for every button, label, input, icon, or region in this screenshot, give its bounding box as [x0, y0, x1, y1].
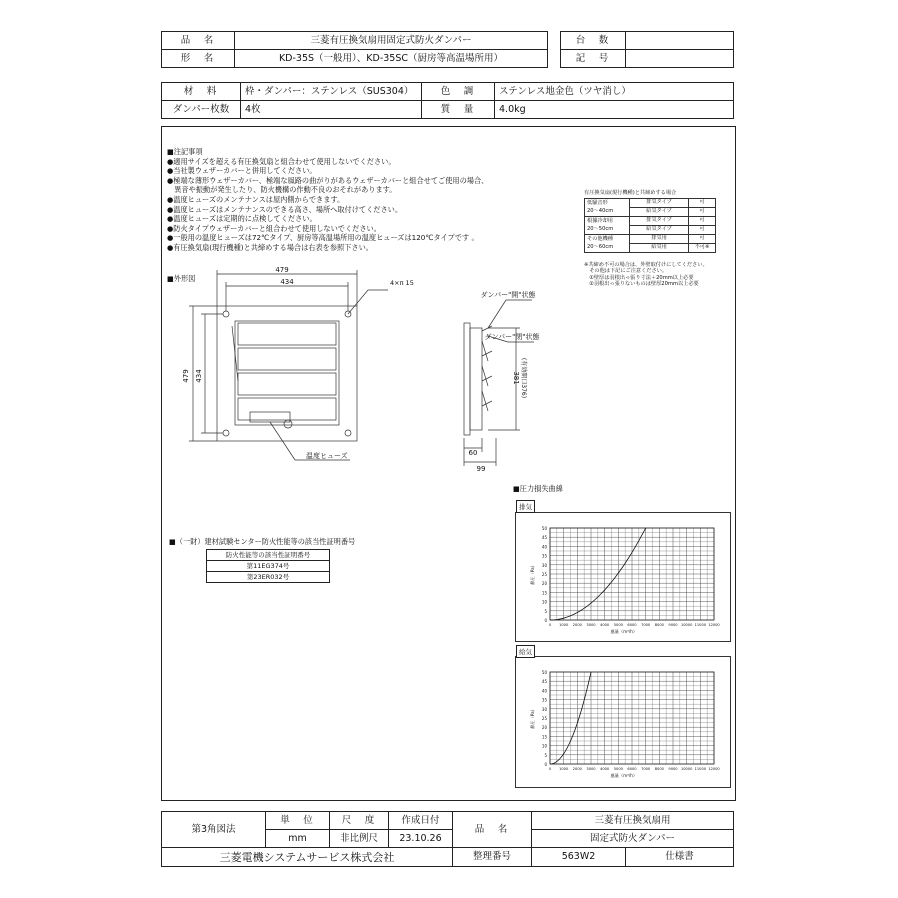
count-table — [560, 31, 734, 68]
y-axis-label: 静圧（Pa） — [530, 707, 535, 729]
compat-cell: 低騒音形 — [585, 199, 630, 208]
seiri-label: 整理番号 — [453, 848, 532, 867]
y-tick-label: 15 — [541, 590, 547, 596]
x-axis-label: 風量（m³/h） — [610, 629, 638, 634]
daisu-label: 台 数 — [561, 32, 626, 50]
unit-label: 単 位 — [266, 812, 330, 830]
y-tick-label: 50 — [541, 670, 547, 675]
compat-cell: 20〜60cm — [585, 244, 630, 253]
compat-cell: 根據冷却用 — [585, 217, 630, 226]
x-tick-label: 6000 — [627, 623, 637, 627]
y-tick-label: 25 — [541, 572, 547, 577]
y-tick-label: 10 — [541, 743, 547, 749]
closed-label: ダンパー"閉"状態 — [484, 333, 540, 341]
seiri-value: 563W2 — [532, 848, 626, 867]
x-tick-label: 11000 — [694, 767, 707, 771]
note-item: ●適用サイズを超える有圧換気扇と組合わせて使用しないでください。 — [167, 156, 396, 166]
katamei-label: 形 名 — [162, 50, 235, 68]
compat-footnote: その他は下記にご注意ください。 — [584, 268, 668, 275]
note-item: ●一般用の温度ヒューズは72℃タイプ、厨房等高温場所用の温度ヒューズは120℃タイプです 。 — [167, 233, 479, 243]
y-tick-label: 40 — [541, 688, 547, 694]
y-tick-label: 45 — [541, 535, 547, 541]
graph-label-exhaust: 排気 — [516, 500, 535, 513]
compat-cell: 可 — [689, 208, 716, 217]
y-tick-label: 30 — [541, 562, 547, 568]
compat-footnote: ①壁厚は羽根出っ張り寸法＋20mm以上必要 — [584, 274, 694, 281]
header-table — [161, 31, 548, 68]
footer-hinmei-label: 品 名 — [453, 812, 532, 848]
cert-number: 第23ER032号 — [207, 572, 330, 583]
graph-label-supply: 給気 — [516, 645, 535, 658]
notes-block — [167, 147, 488, 253]
compat-cell: 排気用 — [630, 235, 689, 244]
y-tick-label: 25 — [541, 716, 547, 721]
hinmei-label: 品 名 — [162, 32, 235, 50]
zairyo-value: 枠・ダンパー：ステンレス（SUS304） — [241, 83, 422, 101]
x-tick-label: 8000 — [654, 623, 664, 627]
compat-cell: 排気タイプ — [630, 199, 689, 208]
dim-60: 60 — [468, 449, 478, 457]
x-tick-label: 11000 — [694, 623, 707, 627]
compat-footnote: ※共締め不可の場合は、外壁取付けにしてください。 — [584, 262, 708, 268]
compat-cell: その他機種 — [585, 235, 630, 244]
x-tick-label: 5000 — [613, 767, 623, 771]
company-name: 三菱電機システムサービス株式会社 — [162, 848, 453, 867]
note-item: ●防火タイプウェザーカバーと組合わせて使用しないでください。 — [167, 223, 381, 233]
compat-cell: 可 — [689, 199, 716, 208]
hinmei-value: 三菱有圧換気扇用固定式防火ダンパー — [235, 32, 548, 50]
y-tick-label: 30 — [541, 706, 547, 712]
note-item: ●温度ヒューズはメンテナンスのできる高さ、場所へ取付けてください。 — [167, 204, 403, 214]
y-tick-label: 40 — [541, 544, 547, 550]
footer-table — [161, 811, 734, 867]
dim-434-top: 434 — [280, 278, 294, 286]
drawing-title: ■外形図 — [167, 274, 196, 283]
x-tick-label: 7000 — [641, 623, 651, 627]
compat-cell: 可 — [689, 235, 716, 244]
y-tick-label: 50 — [541, 526, 547, 531]
y-tick-label: 15 — [541, 734, 547, 740]
x-tick-label: 0 — [548, 767, 552, 771]
note-item: ●温度ヒューズのメンテナンスは屋内側からできます。 — [167, 194, 345, 204]
compat-footnotes — [584, 262, 708, 288]
damper-count-value: 4枚 — [241, 101, 422, 119]
outline-drawing — [170, 266, 540, 478]
compat-cell: 給気用 — [630, 244, 689, 253]
kigo-label: 記 号 — [561, 50, 626, 68]
compat-cell: 給気タイプ — [630, 208, 689, 217]
y-tick-label: 5 — [544, 752, 547, 758]
spec-table — [161, 82, 734, 119]
dim-99: 99 — [476, 465, 486, 473]
shikicho-label: 色 調 — [422, 83, 495, 101]
x-tick-label: 10000 — [680, 623, 693, 627]
dim-381-note: (有効開口376) — [520, 357, 527, 399]
dim-479-left: 479 — [182, 369, 190, 383]
compat-cell: 不可※ — [689, 244, 716, 253]
cert-number: 第11EG374号 — [207, 561, 330, 572]
damper-count-label: ダンパー枚数 — [162, 101, 241, 119]
y-tick-label: 45 — [541, 679, 547, 685]
x-tick-label: 7000 — [641, 767, 651, 771]
y-axis-label: 静圧（Pa） — [530, 563, 535, 585]
note-item: 異音や振動が発生したり、防火機構の作動不良のおそれがあります。 — [167, 185, 397, 195]
compat-cell: 20〜50cm — [585, 226, 630, 235]
x-tick-label: 3000 — [586, 623, 596, 627]
pressure-chart-exhaust — [515, 512, 729, 640]
x-tick-label: 4000 — [600, 767, 610, 771]
compat-cell: 給気タイプ — [630, 226, 689, 235]
third-angle: 第3角図法 — [162, 812, 266, 848]
note-item: ●有圧換気扇(現行機種)と共締めする場合は右表を参照下さい。 — [167, 242, 373, 252]
y-tick-label: 0 — [544, 618, 547, 623]
compat-cell: 可 — [689, 217, 716, 226]
scale-label: 尺 度 — [330, 812, 389, 830]
x-tick-label: 6000 — [627, 767, 637, 771]
zairyo-label: 材 料 — [162, 83, 241, 101]
x-tick-label: 0 — [548, 623, 552, 627]
scale-value: 非比例尺 — [330, 830, 389, 848]
dim-434-left: 434 — [195, 369, 203, 383]
x-tick-label: 2000 — [572, 767, 582, 771]
date-value: 23.10.26 — [389, 830, 453, 848]
compat-footnote: ②羽根出っ張りないものは壁厚20mm以上必要 — [584, 281, 699, 288]
doc-type: 仕様書 — [626, 848, 734, 867]
x-tick-label: 1000 — [559, 623, 569, 627]
x-axis-label: 風量（m³/h） — [610, 773, 638, 778]
compat-table — [584, 198, 716, 253]
y-tick-label: 5 — [544, 608, 547, 614]
footer-hinmei-line1: 三菱有圧換気扇用 — [532, 812, 734, 830]
cert-header: 防火性能等の該当性証明番号 — [207, 550, 330, 561]
pressure-title: ■圧力損失曲線 — [513, 484, 563, 493]
compat-cell: 20〜40cm — [585, 208, 630, 217]
x-tick-label: 4000 — [600, 623, 610, 627]
dim-381: 381 — [512, 371, 520, 385]
kigo-value — [626, 50, 734, 68]
footer-hinmei-line2: 固定式防火ダンパー — [532, 830, 734, 848]
shikicho-value: ステンレス地金色（ツヤ消し） — [495, 83, 734, 101]
y-tick-label: 10 — [541, 599, 547, 605]
x-tick-label: 12000 — [708, 623, 720, 627]
x-tick-label: 9000 — [668, 767, 678, 771]
x-tick-label: 5000 — [613, 623, 623, 627]
note-item: ●当社製ウェザーカバーと併用してください。 — [167, 166, 317, 176]
fuse-label: 温度ヒューズ — [306, 452, 348, 460]
x-tick-label: 2000 — [572, 623, 582, 627]
compat-title: 有圧換気扇(現行機種)と共締めする場合 — [584, 190, 677, 196]
dim-hole: 4×π 15 — [390, 279, 414, 287]
note-item: ●温度ヒューズは定期的に点検してください。 — [167, 214, 317, 224]
note-item: ●極端な薄形ウェザーカバー、極端な風路の曲がりがあるウェザーカバーと組合せてご使用の場合、 — [167, 175, 489, 185]
unit-value: mm — [266, 830, 330, 848]
daisu-value — [626, 32, 734, 50]
y-tick-label: 35 — [541, 553, 547, 559]
dim-479-top: 479 — [275, 266, 289, 274]
cert-title: ■（一財）建材試験センター防火性能等の該当性証明番号 — [169, 537, 356, 546]
x-tick-label: 9000 — [668, 623, 678, 627]
katamei-value: KD-35S（一般用）、KD-35SC（厨房等高温場所用） — [235, 50, 548, 68]
x-tick-label: 3000 — [586, 767, 596, 771]
y-tick-label: 35 — [541, 697, 547, 703]
y-tick-label: 20 — [541, 581, 547, 587]
compat-cell: 可 — [689, 226, 716, 235]
x-tick-label: 8000 — [654, 767, 664, 771]
x-tick-label: 1000 — [559, 767, 569, 771]
y-tick-label: 0 — [544, 762, 547, 767]
cert-table — [206, 549, 330, 583]
compat-cell: 排気タイプ — [630, 217, 689, 226]
pressure-chart-supply — [515, 656, 729, 786]
mass-label: 質 量 — [422, 101, 495, 119]
mass-value: 4.0kg — [495, 101, 734, 119]
x-tick-label: 10000 — [680, 767, 693, 771]
notes-title: ■注記事項 — [167, 147, 203, 156]
y-tick-label: 20 — [541, 725, 547, 731]
x-tick-label: 12000 — [708, 767, 720, 771]
open-label: ダンパー"開"状態 — [480, 291, 536, 299]
date-label: 作成日付 — [389, 812, 453, 830]
